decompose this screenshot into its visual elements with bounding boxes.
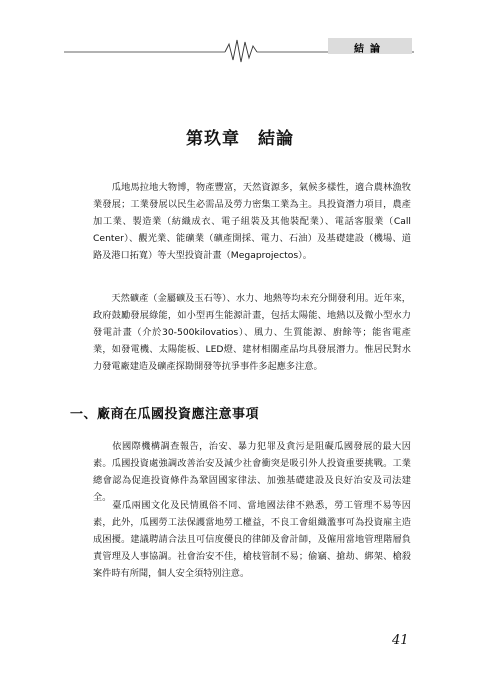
- header-rule-heartbeat-icon: [0, 0, 480, 70]
- chapter-title: 第玖章 結論: [186, 129, 294, 149]
- section-heading: 一、廠商在瓜國投資應注意事項: [70, 407, 260, 422]
- paragraph-1: 瓜地馬拉地大物博，物產豐富，天然資源多，氣候多樣性，適合農林漁牧業發展；工業發展以民生必需品及勞力密集工業為主。具投資潛力項目，農產加工業、製造業（紡織成衣、電子組裝及其他裝配業）、電話客服業（Call Center）、觀光業、能礦業（礦產開採、電力、石油）及基礎建設（機場、道路及港口拓寬）等大型投資計畫（Megaprojectos）。: [93, 182, 411, 261]
- page-number: 41: [392, 633, 409, 648]
- paragraph-3: 依國際機構調查報告，治安、暴力犯罪及貪污是阻礙瓜國發展的最大因素。瓜國投資處強調改善治安及減少社會衝突是吸引外人投資重要挑戰。工業總會認為促進投資條件為鞏固國家律法、加強基礎建設及良好治安及司法建全。: [93, 441, 411, 503]
- paragraph-2: 天然礦產（金屬礦及玉石等）、水力、地熱等均未充分開發利用。近年來，政府鼓勵發展綠能，如小型再生能源計畫，包括太陽能、地熱以及微小型水力發電計畫（介於30-500kilovatios）、風力、生質能源、廚餘等；能省電產業，如發電機、太陽能板、LED燈、建材相關產品均具發展潛力。惟居民對水力發電廠建造及礦產探勘開發等抗爭事件多起應多注意。: [93, 293, 411, 372]
- page-header: [0, 0, 480, 70]
- paragraph-4: 臺瓜兩國文化及民情風俗不同、當地國法律不熟悉，勞工管理不易等因素，此外，瓜國勞工法保護當地勞工權益，不良工會組織濫事可為投資雇主造成困擾。建議聘請合法且可信度優良的律師及會計師，及僱用當地管理階層負責管理及人事協調。社會治安不佳，槍枝管制不易；偷竊、搶劫、綁架、槍殺案件時有所聞，個人安全須特別注意。: [93, 500, 411, 579]
- running-header-title: 結論: [354, 44, 386, 55]
